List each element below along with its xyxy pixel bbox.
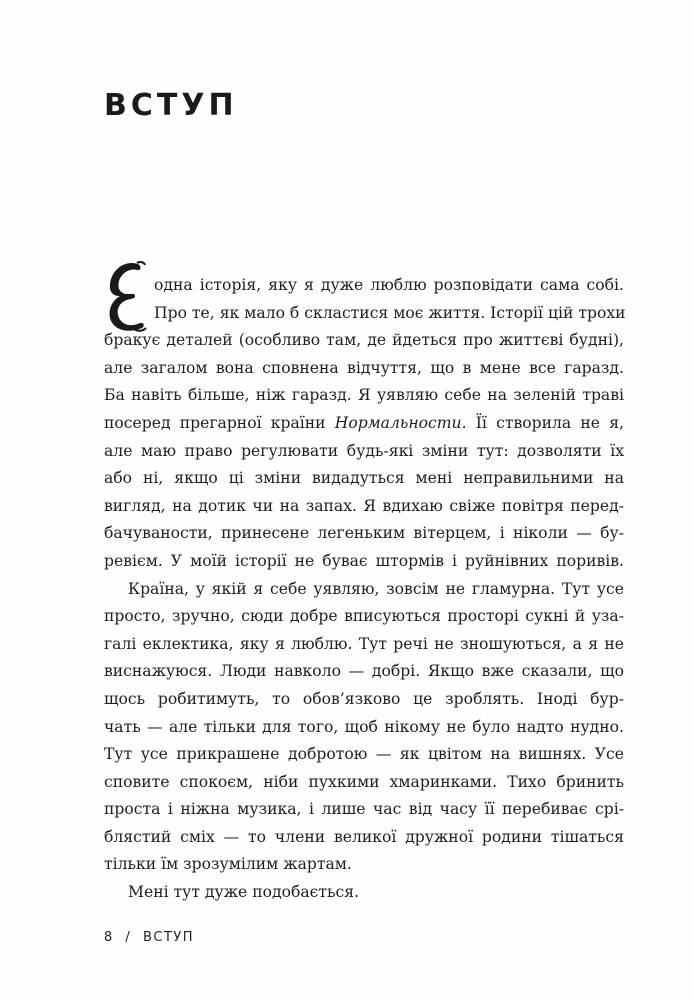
page-footer bbox=[104, 930, 200, 945]
text-line: чать — але тільки для того, щоб нікому не було надто нудно. bbox=[104, 717, 624, 736]
text-line: галі еклектика, яку я люблю. Тут речі не зношуються, а я не bbox=[104, 634, 624, 653]
text-line: але маю право регулювати будь-які зміни тут: дозволяти їх bbox=[104, 441, 624, 460]
paragraph-1 bbox=[104, 272, 624, 576]
text-line: але загалом вона сповнена відчуття, що в мене все гаразд. bbox=[104, 358, 624, 377]
text-line: сповите спокоєм, ніби пухкими хмаринками. Тихо бринить bbox=[104, 772, 624, 791]
text-line bbox=[104, 410, 624, 438]
text-line: Країна, у якій я себе уявляю, зовсім не гламурна. Тут усе bbox=[128, 579, 624, 598]
text-line: блястий сміх — то члени великої дружної родини тішаться bbox=[104, 827, 624, 846]
text-line: просто, зручно, сюди добре вписуються просторі сукні й уза- bbox=[104, 607, 624, 626]
text-line: проста і ніжна музика, і лише час від часу її перебиває срі- bbox=[104, 800, 624, 819]
chapter-title: ВСТУП bbox=[104, 88, 238, 123]
italic-term: Нормальности bbox=[334, 413, 462, 432]
text-line: ревієм. У моїй історії не буває штормів і руйнівних поривів. bbox=[104, 551, 624, 570]
paragraph-3 bbox=[104, 879, 624, 907]
text-line: або ні, якщо ці зміни видадуться мені неправильними на bbox=[104, 469, 624, 488]
text-line: Мені тут дуже подобається. bbox=[128, 883, 360, 902]
text-line: вигляд, на дотик чи на запах. Я вдихаю свіже повітря перед- bbox=[104, 496, 624, 515]
running-section-title: ВСТУП bbox=[142, 930, 195, 945]
text-line: одна історія, яку я дуже люблю розповідати сама собі. bbox=[154, 276, 624, 294]
text-line: виснажуюся. Люди навколо — добрі. Якщо вже сказали, що bbox=[104, 662, 624, 681]
chapter-body bbox=[104, 272, 624, 907]
text-fragment: . Її створила не я, bbox=[461, 413, 625, 432]
text-line: щось робитимуть, то обов’язково це зроблять. Іноді бур- bbox=[104, 689, 624, 708]
page-number: 8 bbox=[104, 930, 114, 945]
text-line: Про те, як мало б скластися моє життя. Історії цій трохи bbox=[154, 303, 626, 322]
paragraph-2 bbox=[104, 576, 624, 880]
text-fragment: посеред прегарної країни bbox=[104, 413, 335, 432]
text-line: Тут усе прикрашене добротою — як цвітом на вишнях. Усе bbox=[104, 745, 624, 764]
text-line: тільки їм зрозумілим жартам. bbox=[104, 855, 352, 874]
footer-separator: / bbox=[125, 930, 132, 945]
text-line: бачуваности, принесене легеньким вітерцем, і ніколи — бу- bbox=[104, 524, 624, 543]
text-line: Ба навіть більше, ніж гаразд. Я уявляю себе на зеленій траві bbox=[104, 386, 624, 405]
text-line: бракує деталей (особливо там, де йдеться про життєві будні), bbox=[104, 331, 624, 350]
